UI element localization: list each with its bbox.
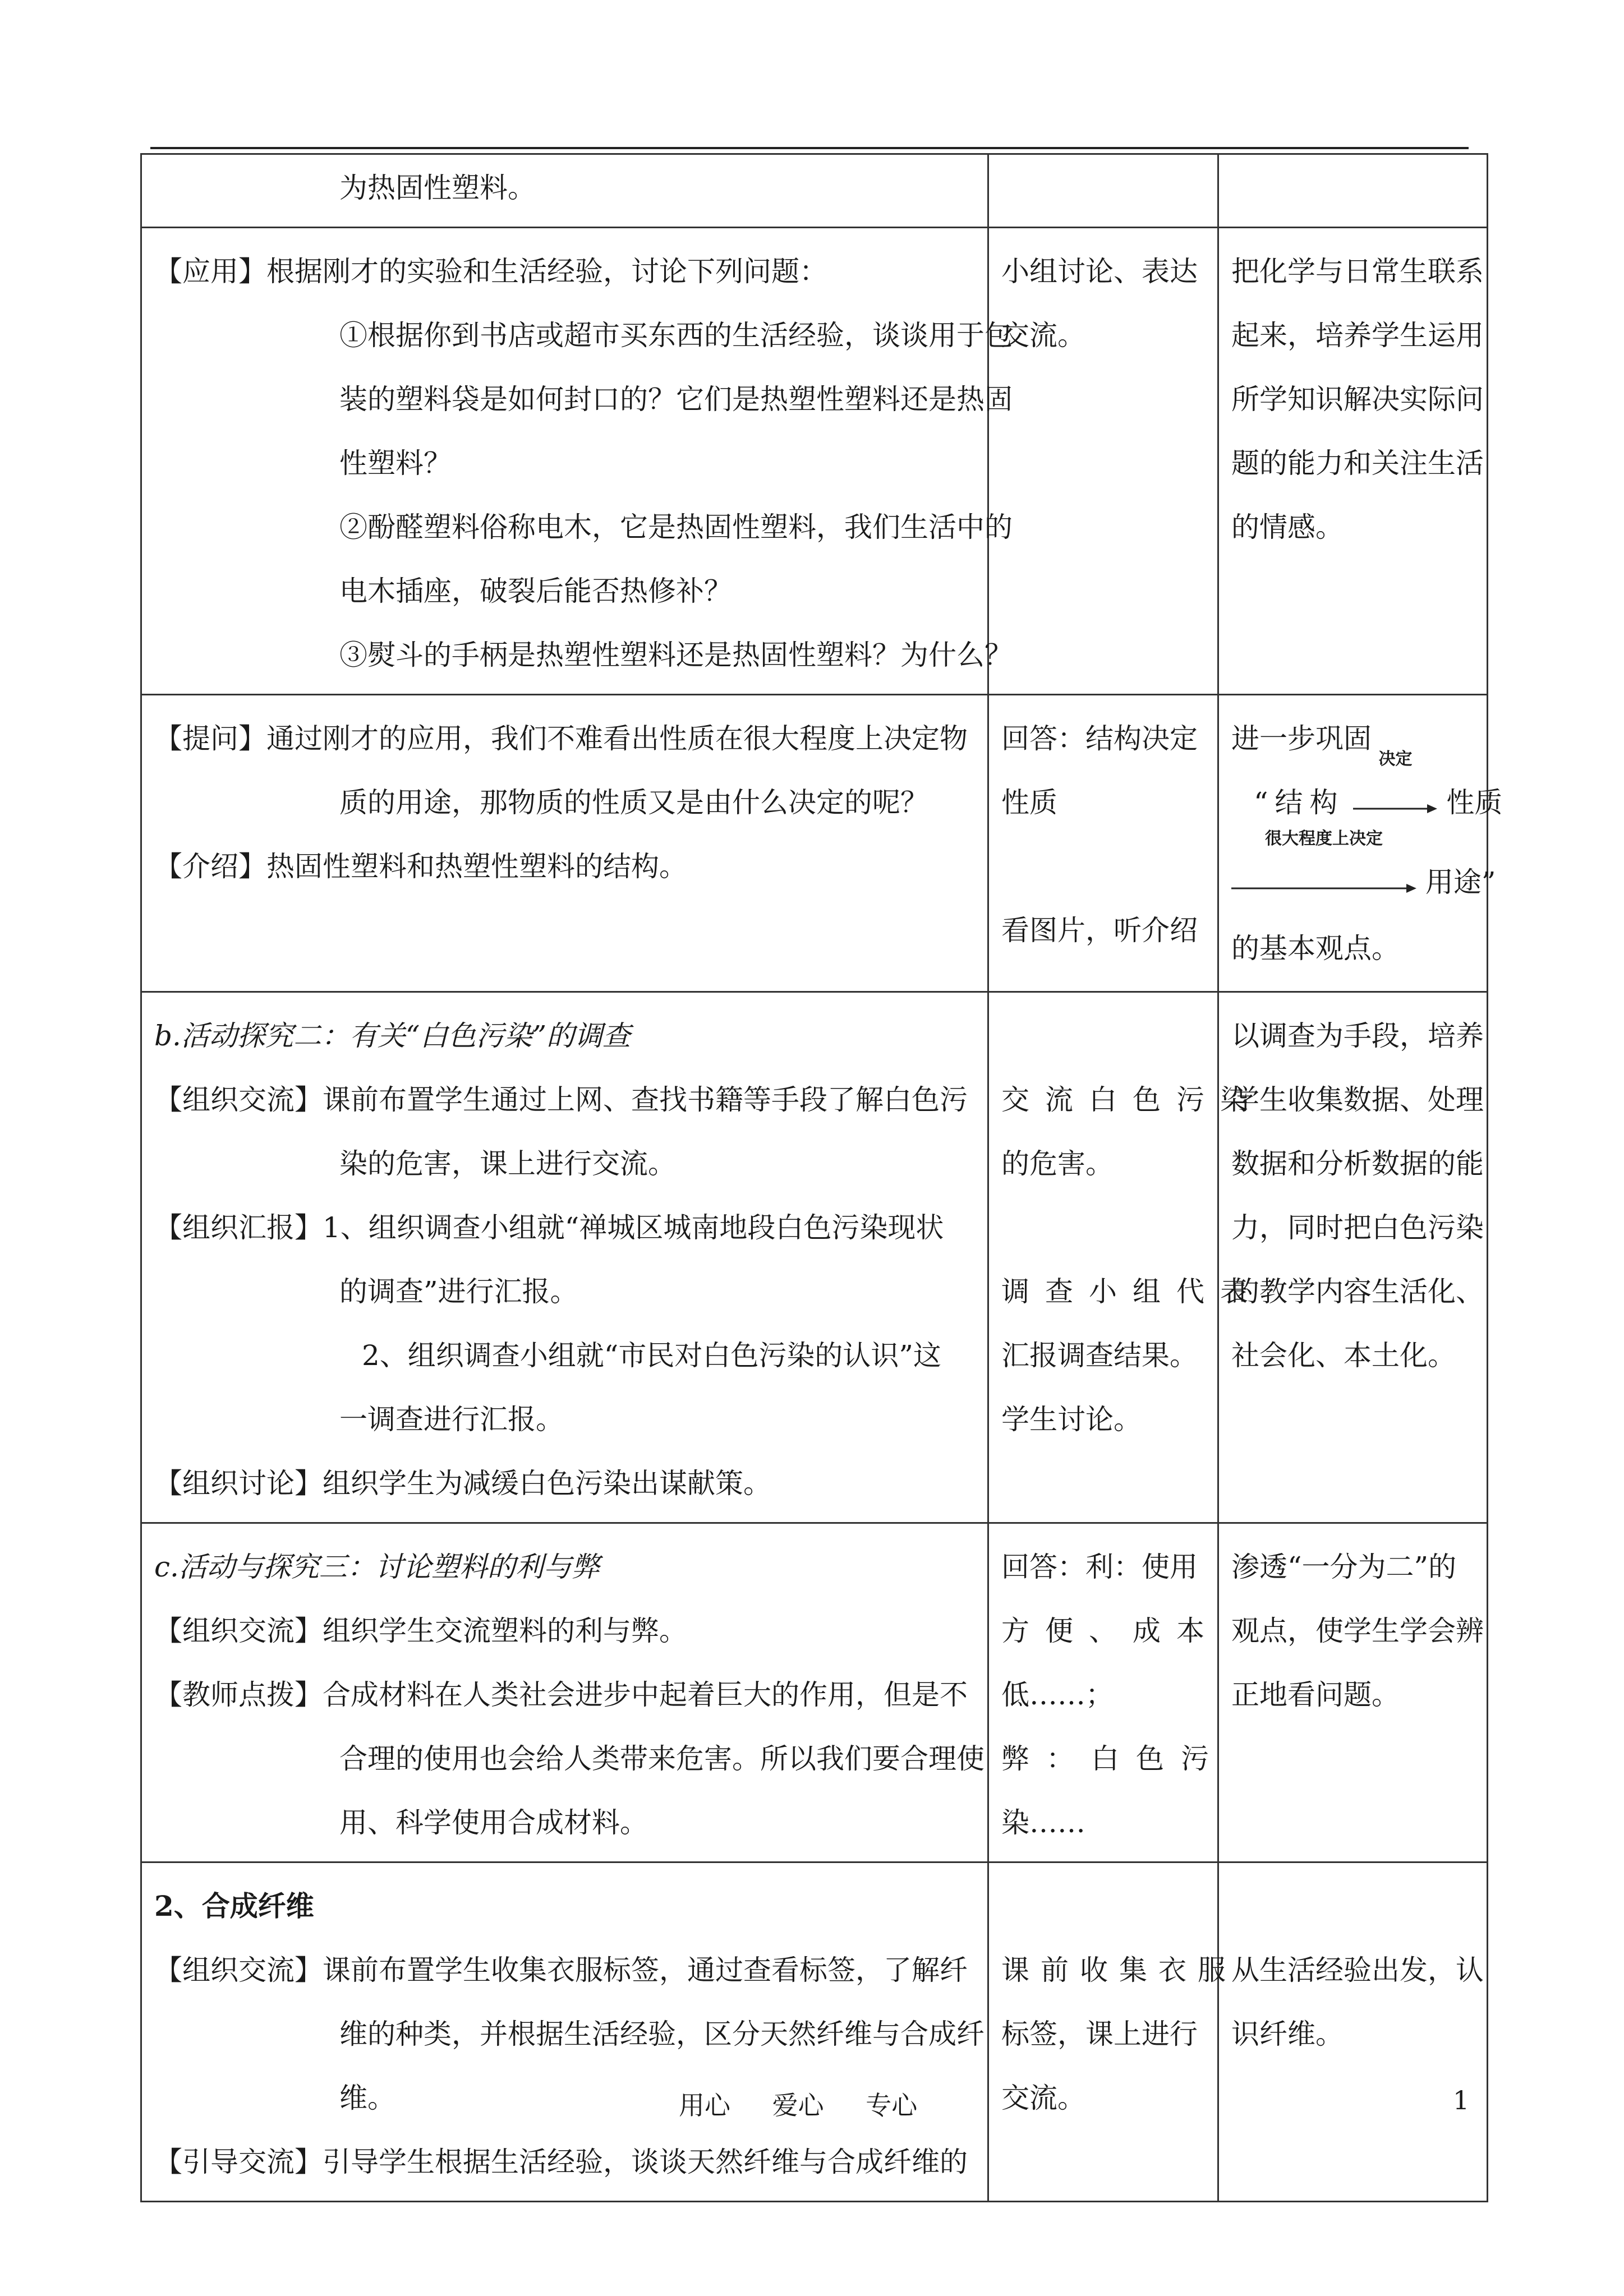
text-line: 【教师点拨】合成材料在人类社会进步中起着巨大的作用，但是不 [154, 1679, 968, 1711]
section-tag: 【引导交流】 [154, 2146, 323, 2178]
text-line: 回答：结构决定 [1001, 722, 1198, 755]
teacher-activity-cell [141, 228, 1013, 695]
text-line: 装的塑料袋是如何封口的？它们是热塑性塑料还是热固 [339, 383, 1013, 416]
student-activity-cell [988, 695, 1218, 992]
text-line: 的情感。 [1231, 511, 1344, 543]
lesson-plan-table [140, 153, 1503, 2202]
arrow-decide: 决定 [1353, 773, 1437, 837]
text-line: 标签，课上进行 [1001, 2018, 1198, 2050]
text-line: 从生活经验出发，认 [1231, 1954, 1484, 1986]
text-line: 以调查为手段，培养 [1231, 1020, 1484, 1052]
section-tag: 【组织汇报】 [154, 1211, 323, 1244]
section-tag: 【提问】 [154, 722, 266, 755]
section-title: b.活动探究二：有关“白色污染”的调查 [154, 1020, 631, 1052]
text-line: 看图片，听介绍 [1001, 914, 1198, 947]
design-intent-cell [1218, 992, 1488, 1523]
section-tag: 【教师点拨】 [154, 1679, 323, 1711]
section-tag: 【组织讨论】 [154, 1467, 323, 1500]
text-line: 小组讨论、表达 [1001, 255, 1198, 288]
table-row [141, 992, 1488, 1523]
text-line: 起来，培养学生运用 [1231, 319, 1484, 352]
teacher-activity-cell [141, 1523, 988, 1862]
teacher-activity-cell [141, 1862, 988, 2202]
table-row [141, 154, 1488, 228]
text-line: 电木插座，破裂后能否热修补？ [339, 575, 732, 607]
arrow-largely-decide: 很大程度上决定 [1231, 852, 1416, 916]
text-line: 2、组织调查小组就“市民对白色污染的认识”这 [362, 1339, 941, 1372]
text-line: 的基本观点。 [1231, 932, 1400, 965]
text-line: 力，同时把白色污染 [1231, 1211, 1484, 1244]
text-line: 数据和分析数据的能 [1231, 1147, 1484, 1180]
text-line: 的危害。 [1001, 1147, 1114, 1180]
header-rule [150, 147, 1469, 149]
text-line: ③熨斗的手柄是热塑性塑料还是热固性塑料？为什么？ [339, 639, 1013, 671]
text-line: 所学知识解决实际问 [1231, 383, 1484, 416]
text-line: 题的能力和关注生活 [1231, 447, 1484, 480]
text-line: 低……； [1001, 1679, 1114, 1711]
text-line: 合理的使用也会给人类带来危害。所以我们要合理使 [339, 1742, 984, 1775]
text-line: 【组织讨论】组织学生为减缓白色污染出谋献策。 [154, 1467, 771, 1500]
text-line: 回答：利：使用 [1001, 1551, 1198, 1583]
text-line: 质的用途，那物质的性质又是由什么决定的呢？ [339, 786, 928, 819]
text-line: 【组织交流】课前布置学生收集衣服标签，通过查看标签，了解纤 [154, 1954, 968, 1986]
student-activity-cell [988, 1862, 1237, 2202]
design-intent-cell [1218, 1862, 1488, 2202]
teacher-activity-cell [141, 992, 988, 1523]
text-line: 染的危害，课上进行交流。 [339, 1147, 676, 1180]
text-line: 交流。 [1001, 319, 1085, 352]
text-line: 调查小组代表 [1001, 1275, 1264, 1308]
text-line: 【介绍】热固性塑料和热塑性塑料的结构。 [154, 850, 687, 883]
text-line: 的教学内容生活化、 [1231, 1275, 1484, 1308]
text-line: 的调查”进行汇报。 [339, 1275, 578, 1308]
text-line: 交流白色污染 [1001, 1084, 1264, 1116]
text-line: 把化学与日常生联系 [1231, 255, 1484, 288]
text-line: 为热固性塑料。 [339, 172, 536, 204]
text-line: 课前收集衣服 [1001, 1954, 1237, 1986]
section-tag: 【组织交流】 [154, 1084, 323, 1116]
text-line: 性塑料？ [339, 447, 452, 480]
page-number: 1 [1453, 2085, 1470, 2115]
teacher-activity-cell [141, 695, 988, 992]
text-line: 维。 [339, 2082, 395, 2114]
student-activity-cell [988, 992, 1264, 1523]
text-line: 进一步巩固 [1231, 722, 1372, 755]
text-line: 交流。 [1001, 2082, 1085, 2114]
text-line: 观点，使学生学会辨 [1231, 1615, 1484, 1647]
structure-arrow-line: “结构 决定 性质 [1231, 771, 1476, 837]
text-line: 学生讨论。 [1001, 1403, 1142, 1436]
text-line: 正地看问题。 [1231, 1679, 1400, 1711]
table-row [141, 228, 1488, 695]
section-title: c.活动与探究三：讨论塑料的利与弊 [154, 1551, 600, 1583]
text-line: 【应用】根据刚才的实验和生活经验，讨论下列问题： [154, 255, 827, 288]
student-activity-cell [988, 228, 1218, 695]
use-arrow-line: 很大程度上决定 用途” [1231, 837, 1476, 916]
section-title: 2、合成纤维 [154, 1889, 314, 1922]
section-tag: 【介绍】 [154, 850, 266, 883]
design-intent-cell [1218, 695, 1503, 992]
text-line: 【组织交流】课前布置学生通过上网、查找书籍等手段了解白色污 [154, 1084, 968, 1116]
text-line: 【引导交流】引导学生根据生活经验，谈谈天然纤维与合成纤维的 [154, 2146, 968, 2178]
text-line: 维的种类，并根据生活经验，区分天然纤维与合成纤 [339, 2018, 984, 2050]
text-line: ②酚醛塑料俗称电木，它是热固性塑料，我们生活中的 [339, 511, 1013, 543]
text-line: 一调查进行汇报。 [339, 1403, 564, 1436]
text-line: 弊：白色污 [1001, 1742, 1226, 1775]
text-line: 汇报调查结果。 [1001, 1339, 1198, 1372]
text-line: 渗透“一分为二”的 [1231, 1551, 1457, 1583]
text-line: 社会化、本土化。 [1231, 1339, 1456, 1372]
text-line: 方便、成本 [1001, 1615, 1220, 1647]
text-line: 【组织交流】组织学生交流塑料的利与弊。 [154, 1615, 687, 1647]
text-line: 【组织汇报】1、组织调查小组就“禅城区城南地段白色污染现状 [154, 1211, 944, 1244]
design-intent-cell [1218, 154, 1488, 228]
right-arrow-icon [1231, 883, 1416, 894]
design-intent-cell [1218, 1523, 1488, 1862]
text-line: 【提问】通过刚才的应用，我们不难看出性质在很大程度上决定物 [154, 722, 968, 755]
student-activity-cell [988, 154, 1218, 228]
section-tag: 【组织交流】 [154, 1615, 323, 1647]
text-line: 用、科学使用合成材料。 [339, 1806, 648, 1839]
text-line: ①根据你到书店或超市买东西的生活经验，谈谈用于包 [339, 319, 1013, 352]
teacher-activity-cell [141, 154, 988, 228]
table-row [141, 1862, 1488, 2202]
design-intent-cell [1218, 228, 1488, 695]
section-tag: 【应用】 [154, 255, 266, 288]
text-line: 染…… [1001, 1806, 1085, 1839]
student-activity-cell [988, 1523, 1226, 1862]
text-line: 识纤维。 [1231, 2018, 1344, 2050]
section-tag: 【组织交流】 [154, 1954, 323, 1986]
text-line: 学生收集数据、处理 [1231, 1084, 1484, 1116]
text-line: 性质 [1001, 786, 1057, 819]
table-row [141, 695, 1488, 992]
footer-motto: 用心 爱心 专心 [679, 2090, 918, 2120]
table-row [141, 1523, 1488, 1862]
right-arrow-icon [1353, 803, 1437, 814]
